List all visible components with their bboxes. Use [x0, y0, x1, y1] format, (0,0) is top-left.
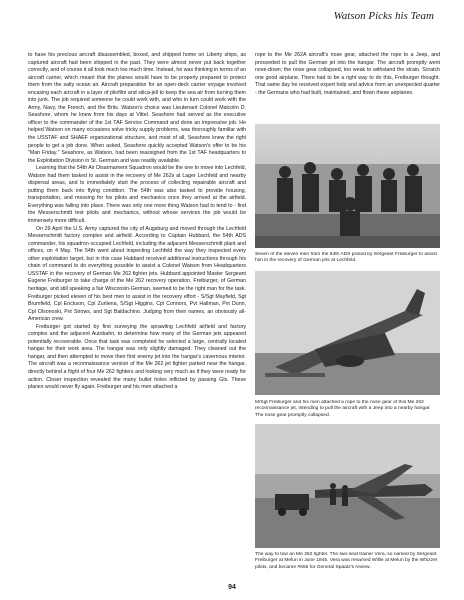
left-text-column: [28, 52, 246, 582]
page-number: 94: [228, 584, 236, 591]
photo-caption: M/Sgt Freiburger and his men attached a rope to the nose gear of this Me 262 reconnaissance jet, intending to pull the aircraft with a Jeep into a nearby hangar. The nose gear promptly collapsed.: [255, 400, 431, 418]
paragraph: Freiburger got started by first surveying the sprawling Lechfeld airfield and factory complex and the adjacent Autobahn, to determine how many of the German jets appeared potentially recoverable. Once that task was completed he selected a large, centrally located hangar for their work area. The hangar was only slightly damaged. They cleaned out the hangar, and then attempted to move their first enemy jet into the hangar's cavernous interior. The aircraft was a reconnaissance version of the Me 262 jet fighter parked near the hangar, directly behind a flight of four Me 262 fighters and looking very much as if they were ready for action. Closer inspection revealed the many bullet holes inflicted by passing GIs. These planes would never fly again. Freiburger and his men attached a: [28, 323, 246, 391]
page-header-title: Watson Picks his Team: [333, 10, 434, 22]
photo-group-of-soldiers: [255, 124, 440, 248]
photo-caption: Seven of the eleven men from the 54th ADS picked by Sergeant Freiburger to assist him in the recovery of German jets at Lechfeld.: [255, 252, 437, 264]
photo-towing-jet: [255, 424, 440, 548]
photo-caption: The way to tow an Me 262 fighter. The two-seat trainer Vera, so named by Sergeant Freiburger at Melun in June 1945. Vera was renamed Willie at Melun by the Whizzer pilots, and became #555 for General Spaatz's review.: [255, 552, 438, 570]
paragraph: Learning that the 54th Air Disarmament Squadron would be the one to move into Lechfeld, Watson had them tasked to assist in the recovery of Me 262s at Lager Lechfeld and nearby dispersal areas, and to immediately start the process of collecting repairable aircraft and putting them back into flying condition. The 54th was also tasked to provide housing, transportation, and messing for his pilots and mechanics once they arrived at the airfield. Everything was falling into place. There was only one more thing Watson had to tend to - find the Messerschmitt test pilots and mechanics, without whose services the job would be immensely more difficult.: [28, 165, 246, 225]
photo-nose-down-jet: [255, 271, 440, 395]
paragraph: to have his precious aircraft disassembled, boxed, and shipped home on Liberty ships, as captured aircraft had been shipped in the past. They were almost never put back together correctly, and of course it all took much too much time. Instead, he was thinking in terms of an aircraft carrier, which meant that the planes would have to be properly prepared to protect them from the salty ocean air. Aircraft preparation for an open-deck carrier voyage involved encasing each aircraft in a layer of pliofilm and silica-jell to keep the sea air from turning them into junk. The job required someone he could work with, and who in turn could work with the Army, Navy, the French, and the Brits. Watson's choice was Lieutenant Colonel Malcolm D. Seashore, whom he knew from his days at Vittel. Seashore had served as the executive officer to the commander of the 1st TAF Service Command and done an impressive job. He helped Watson on many occasions solve tricky supply problems, was thoroughly familiar with the USSTAF and SHAEF organizational structure, and most of all, Seashore knew the right people to get a job done. When asked, Seashore quickly accepted Watson's offer to be his "Man Friday." Seashore, as Watson, had been reassigned from the 1st TAF headquarters to the Exploitation Division in St. Germain and was readily available.: [28, 52, 246, 164]
paragraph: rope to the Me 262A aircraft's nose gear, attached the rope to a Jeep, and proceeded to pull the German jet into the hangar. The aircraft promptly went nose-down; the nose gear collapsed, too weak to withstand the strain. Scratch one good airplane. There had to be a right way to do this, Freiburger thought. That same day he received expert help and advice from an unexpected quarter - the Germans who had built, maintained, and flown these airplanes.: [255, 52, 440, 96]
right-text-column: [255, 52, 440, 122]
paragraph: On 29 April the U.S. Army captured the city of Augsburg and moved through the Lechfeld Messerschmitt factory complex and airfield. According to Captain Hubbard, the 54th ADS commander, his squadron occupied Lechfeld, including the adjacent Messerschmitt plant and offices, on 4 May. The 54th went about inspecting Lechfeld the way they inspected every other exploitation target, but in this case Hubbard received additional instructions through his chain of command to do everything possible to assist a Colonel Watson from Headquarters USSTAF in the recovery of German Me 262 fighter jets. Hubbard appointed Master Sergeant Eugene Freiburger to take charge of the Me 262 recovery operation. Freiburger, of German heritage, and still speaking a fair Wisconsin-German, seemed to be the right man for the task. Freiburger picked eleven of his best men to assist in the recovery effort - S/Sgt Mayfield, Sgt Brumfield, Cpl Erickson, Cpl Zurlienа, S/Sgt Higgins, Cpl Connors, Pvt Hallman, Pvt Dunn, Cpl Olsonoski, Pvt Strows, and Sgt Baldachino. Judging from their names, an obviously all-American crew.: [28, 225, 246, 323]
